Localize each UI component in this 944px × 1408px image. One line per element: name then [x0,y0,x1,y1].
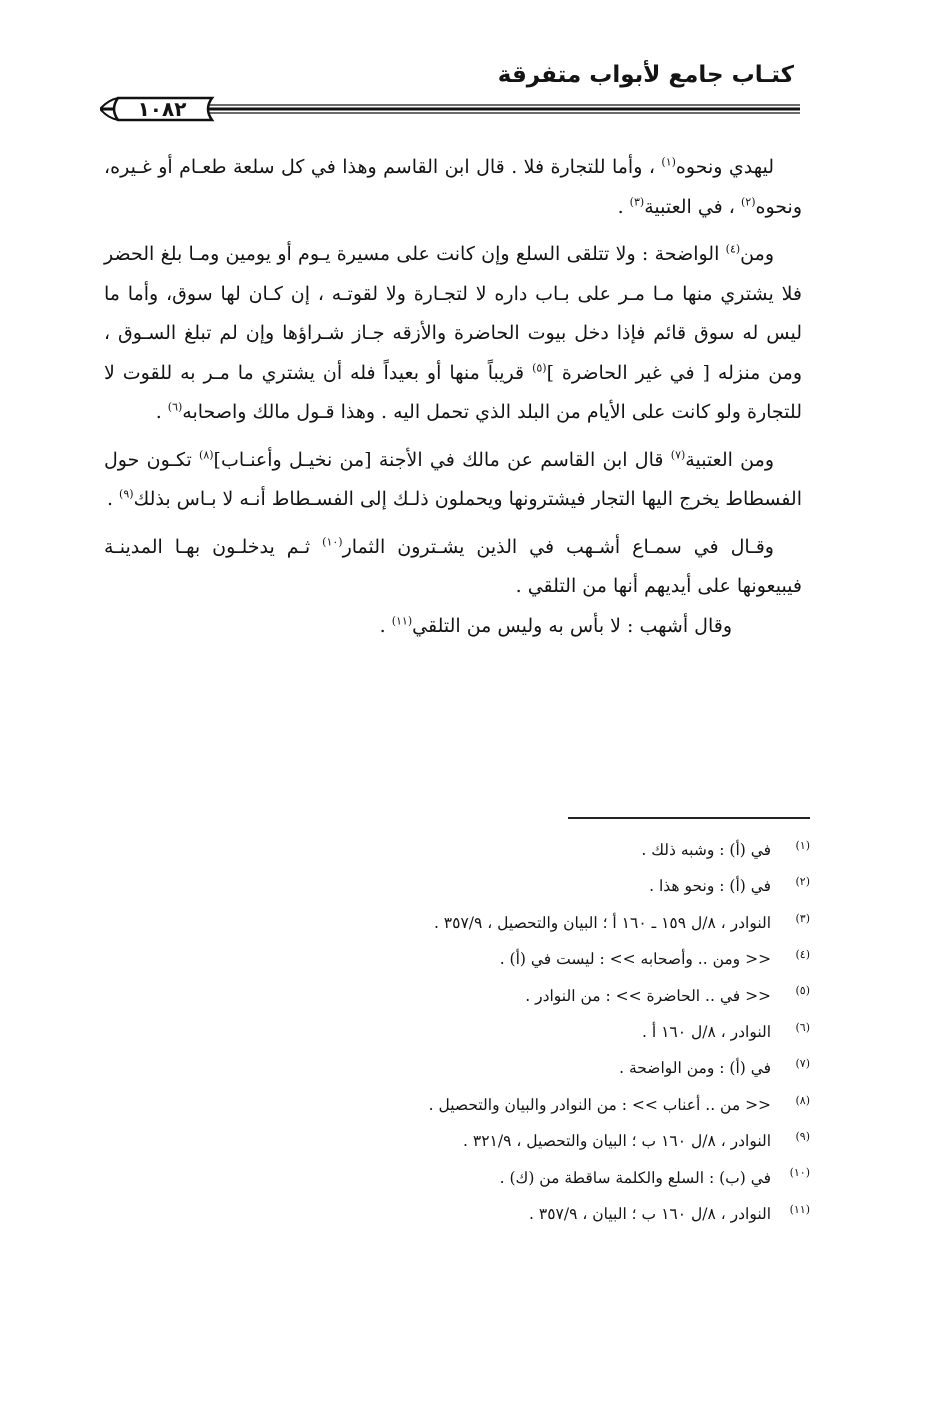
footnote-reference: (٥) [532,361,547,375]
footnote-text: النوادر ، ٨/ل ١٦٠ ب ؛ البيان ، ٣٥٧/٩ . [529,1204,772,1223]
footnote: (٥) << في .. الحاضرة >> : من النوادر . [525,984,810,1005]
footnote: (٧) في (أ) : ومن الواضحة . [619,1057,810,1078]
footnote-reference: (١٠) [322,535,343,549]
footnote-reference: (١) [661,155,676,169]
footnote-reference: (٢) [740,195,756,209]
footnote-reference: (١١) [391,614,413,628]
footnote-text: في (أ) : ومن الواضحة . [619,1059,772,1078]
page-number: ١٠٨٢ [137,97,187,121]
paragraph [104,148,802,227]
footnote: (٨) << من .. أعناب >> : من النوادر والبيان والتحصيل . [428,1093,810,1114]
footnote: (١٠) في (ب) : السلع والكلمة ساقطة من (ك) . [499,1166,810,1187]
text-segment: . [106,488,120,510]
footnote-reference: (٣) [629,195,645,209]
footnote-reference: (٤) [725,242,741,256]
text-segment: . [155,401,168,423]
footnote: (٦) النوادر ، ٨/ل ١٦٠ أ . [641,1020,810,1041]
footnote-reference: (٦) [167,400,183,414]
text-segment: ومن [740,243,774,265]
footnote-text: النوادر ، ٨/ل ١٦٠ ب ؛ البيان والتحصيل ، ٣٢١/٩ . [463,1132,772,1151]
footnote-reference: (٧) [670,448,686,462]
main-text [104,148,802,646]
footnote-separator [568,817,810,819]
footnote: (٣) النوادر ، ٨/ل ١٥٩ ـ ١٦٠ أ ؛ البيان والتحصيل ، ٣٥٧/٩ . [433,911,810,932]
footnote-text: في (ب) : السلع والكلمة ساقطة من (ك) . [499,1168,772,1187]
text-segment: ثـم يدخلـون بهـا المدينـة فيبيعونها على أيديهم أنها من التلقي . [104,535,802,597]
footnote-text: << ومن .. وأصحابه >> : ليست في (أ) . [499,950,772,969]
footnote: (١١) النوادر ، ٨/ل ١٦٠ ب ؛ البيان ، ٣٥٧/٩ . [529,1202,810,1223]
footnote: (٤) << ومن .. وأصحابه >> : ليست في (أ) . [499,948,810,969]
paragraph [104,607,802,647]
footnote-reference: (٨) [199,448,214,462]
text-segment: وقال أشهب : لا بأس به وليس من التلقي [412,614,732,637]
text-segment: . [617,195,630,218]
text-segment: ليهدي ونحوه [675,156,774,178]
footnote: (٩) النوادر ، ٨/ل ١٦٠ ب ؛ البيان والتحصيل ، ٣٢١/٩ . [463,1129,810,1151]
footnote-text: << في .. الحاضرة >> : من النوادر . [525,986,772,1005]
text-segment: ، وأما للتجارة فلا . قال ابن القاسم وهذا في كل سلعة طعـام أو غـيره، ونحوه [104,156,802,218]
text-segment: الواضحة : ولا تتلقى السلع وإن كانت على مسيرة يـوم أو يومين ومـا بلغ الحضر فلا يشتري منها مـا مـر على بـاب داره لا لتجـارة ولا لقوتـه ، إن كـان لها سوق، وأما ما ليس له سوق قائم فإذا دخل بيوت الحاضرة والأزقه جـاز شـراؤها وإن لم تبلغ السـوق ، ومن منزله [ في غير الحاضرة ] [104,243,803,384]
footnote-text: في (أ) : وشبه ذلك . [641,841,772,859]
text-segment: ومن العتبية [685,448,774,471]
footnote-text: النوادر ، ٨/ل ١٦٠ أ . [641,1022,772,1041]
footnotes [360,832,810,1232]
text-segment: ، في العتبية [644,195,741,218]
paragraph [104,235,802,433]
paragraph [104,528,802,607]
text-segment: . [379,614,392,637]
running-title: كتـاب جامع لأبواب متفرقة [497,62,794,88]
footnote-reference: (٩) [119,487,134,501]
footnote-text: النوادر ، ٨/ل ١٥٩ ـ ١٦٠ أ ؛ البيان والتحصيل ، ٣٥٧/٩ . [433,913,772,932]
text-segment: تكـون حول الفسطاط يخرج اليها التجار فيشترونها ويحملون ذلـك إلى الفسـطاط أنـه لا بـاس بذلك [104,448,802,510]
footnote: (٢) في (أ) : ونحو هذا . [649,875,810,896]
text-segment: وقـال في سمـاع أشـهب في الذين يشـترون الثمار [342,535,774,558]
footnote-text: << من .. أعناب >> : من النوادر والبيان والتحصيل . [428,1095,772,1114]
text-segment: قال ابن القاسم عن مالك في الأجنة [من نخيـل وأعنـاب] [213,448,671,471]
text-segment: قريباً منها أو بعيداً فله أن يشتري ما مـر به للقوت لا للتجارة ولو كانت على الأيام من البلد الذي تحمل اليه . وهذا قـول مالك واصحابه [104,361,802,423]
footnote: (١) في (أ) : وشبه ذلك . [641,838,810,859]
footnote-text: في (أ) : ونحو هذا . [649,877,772,896]
paragraph [104,441,802,520]
